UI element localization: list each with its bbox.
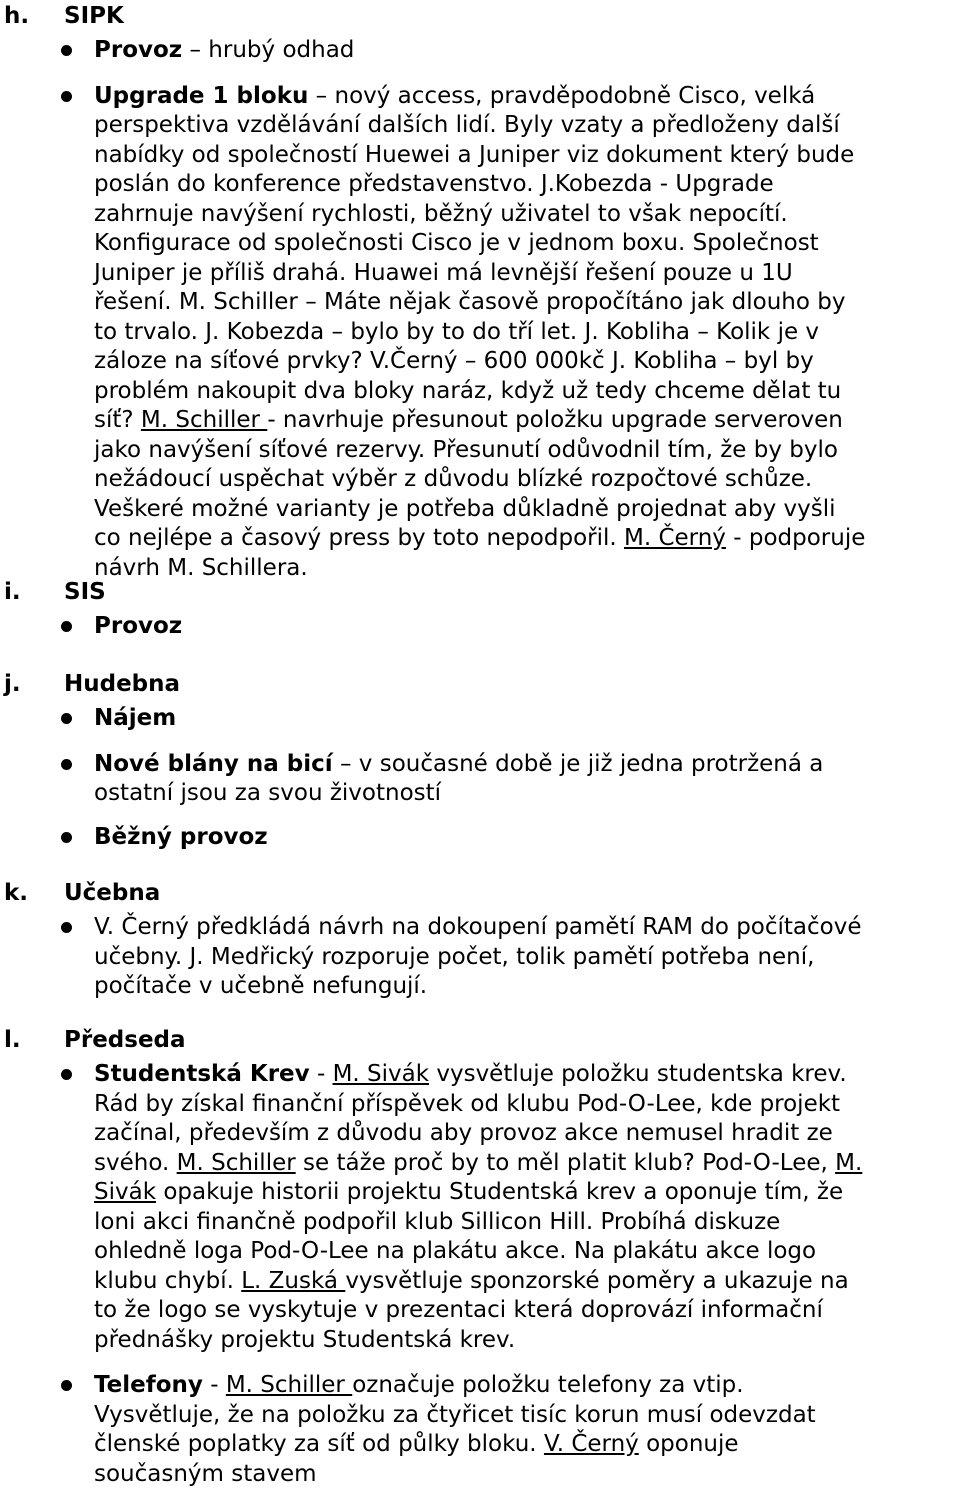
list-item xyxy=(0,1371,866,1489)
section-letter: h. xyxy=(4,3,30,29)
section-title: Učebna xyxy=(64,880,161,906)
person-link[interactable]: M. Sivák xyxy=(94,1149,863,1205)
item-text: – nový access, pravděpodobně Cisco, velká perspektiva vzdělávání dalších lidí. Byly vzaty a předloženy další nabídky od společností Huewei a Juniper viz dokument který bude poslán do konference představenstvo. J.Kobezda - Upgrade zahrnuje navýšení rychlosti, běžný uživatel to však nepocítí. Konfigurace od společnosti Cisco je v jednom boxu. Společnost Juniper je příliš drahá. Huawei má levnější řešení pouze u 1U řešení. M. Schiller – Máte nějak časově propočítáno jak dlouho by to trvalo. J. Kobezda – bylo by to do tří let. J. Kobliha – Kolik je v záloze na síťové prvky? V.Černý – 600 000kč J. Kobliha – byl by problém nakoupit dva bloky naráz, když už tedy chceme dělat tu síť? xyxy=(94,82,855,433)
list-item xyxy=(0,36,866,66)
item-text: oponuje současným stavem xyxy=(94,1431,739,1487)
item-lead: Studentská Krev xyxy=(94,1061,310,1087)
list-item xyxy=(0,750,866,809)
item-text: se táže proč by to měl platit klub? Pod-O-Lee, xyxy=(295,1149,836,1176)
bullet-icon xyxy=(61,922,72,933)
list-item xyxy=(0,913,866,1002)
item-text: - navrhuje přesunout položku upgrade serveroven jako navýšení síťové rezervy. Přesunutí odůvodnil tím, že by bylo nežádoucí uspěchat výběr z důvodu blízké rozpočtové schůze. Veškeré možné varianty je potřeba důkladně projednat aby vyšli co nejlépe a časový press by toto nepodpořil. xyxy=(94,407,843,551)
section-heading xyxy=(0,1024,960,1056)
bullet-icon xyxy=(61,1069,72,1080)
item-lead: Upgrade 1 bloku xyxy=(94,82,309,109)
section-title: Hudebna xyxy=(64,671,181,697)
bullet-icon xyxy=(61,45,72,56)
item-text: – hrubý odhad xyxy=(182,37,355,63)
section-heading xyxy=(0,668,960,700)
person-link[interactable]: M. Schiller xyxy=(225,1372,353,1398)
item-text: - xyxy=(202,1372,226,1398)
list-item xyxy=(0,823,866,853)
section-i xyxy=(0,576,960,642)
bullet-icon xyxy=(61,1380,72,1391)
bullet-icon xyxy=(61,713,72,724)
section-letter: i. xyxy=(4,579,21,605)
section-title: SIS xyxy=(64,579,106,605)
section-heading xyxy=(0,576,960,608)
bullet-icon xyxy=(61,91,72,102)
list-item xyxy=(0,704,866,734)
section-heading xyxy=(0,877,960,909)
bullet-icon xyxy=(61,759,72,770)
item-text: V. Černý předkládá návrh na dokoupení pamětí RAM do počítačové učebny. J. Medřický rozporuje počet, tolik pamětí potřeba není, počítače v učebně nefungují. xyxy=(94,914,862,999)
item-text: vysvětluje položku studentska krev. Rád by získal finanční příspěvek od klubu Pod-O-Lee, kde projekt začínal, především z důvodu aby provoz akce nemusel hradit ze svého. xyxy=(94,1061,847,1176)
item-lead: Běžný provoz xyxy=(94,823,268,850)
item-text: - xyxy=(309,1061,333,1087)
person-link[interactable]: L. Zuská xyxy=(241,1267,346,1294)
list-item xyxy=(0,1060,866,1355)
person-link[interactable]: M. Schiller xyxy=(176,1149,296,1176)
item-lead: Provoz xyxy=(94,37,183,63)
person-link[interactable]: M. Černý xyxy=(624,525,726,551)
item-text: označuje položku telefony za vtip. Vysvětluje, že na položku za čtyřicet tisíc korun musí odevzdat členské poplatky za síť od půlky bloku. xyxy=(94,1372,816,1457)
list-item xyxy=(0,612,866,642)
bullet-icon xyxy=(61,621,72,632)
section-title: Předseda xyxy=(64,1027,186,1053)
section-letter: j. xyxy=(4,671,21,697)
person-link[interactable]: V. Černý xyxy=(543,1431,639,1457)
item-lead: Provoz xyxy=(94,613,183,639)
item-text: - podporuje návrh M. Schillera. xyxy=(94,525,866,581)
item-text: vysvětluje sponzorské poměry a ukazuje na to že logo se vyskytuje v prezentaci která doprovází informační přednášky projektu Studentská krev. xyxy=(94,1267,849,1353)
section-letter: k. xyxy=(4,880,29,906)
section-j xyxy=(0,668,960,852)
section-letter: l. xyxy=(4,1027,21,1053)
item-lead: Nájem xyxy=(94,705,177,731)
list-item xyxy=(0,82,866,584)
item-text: opakuje historii projektu Studentská krev a oponuje tím, že loni akci finančně podpořil klub Sillicon Hill. Probíhá diskuze ohledně loga Pod-O-Lee na plakátu akce. Na plakátu akce logo klubu chybí. xyxy=(94,1179,844,1294)
person-link[interactable]: M. Schiller xyxy=(140,407,268,433)
section-title: SIPK xyxy=(64,3,124,29)
bullet-icon xyxy=(61,832,72,843)
person-link[interactable]: M. Sivák xyxy=(332,1061,430,1087)
section-heading xyxy=(0,0,960,32)
section-l xyxy=(0,1024,960,1489)
section-k xyxy=(0,877,960,1002)
item-lead: Nové blány na bicí xyxy=(94,750,333,777)
item-lead: Telefony xyxy=(94,1372,203,1398)
section-h xyxy=(0,0,960,583)
item-text: – v současné době je již jedna protržená a ostatní jsou za svou životností xyxy=(94,750,824,806)
